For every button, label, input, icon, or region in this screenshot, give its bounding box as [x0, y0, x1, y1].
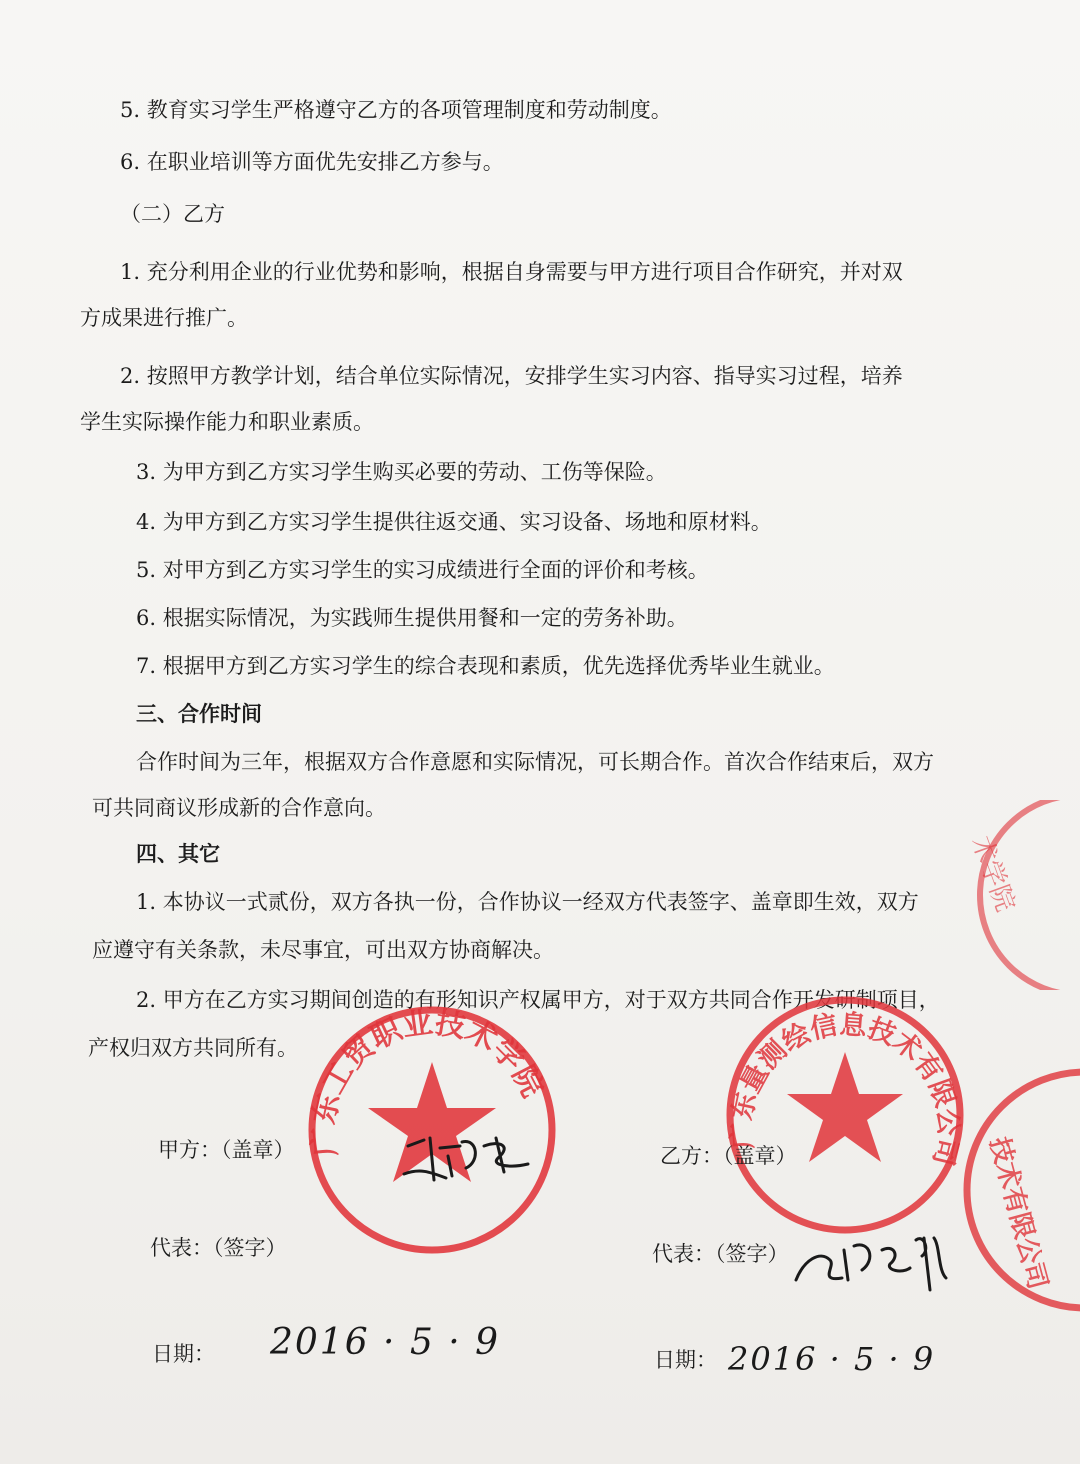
partial-seal-right	[960, 1060, 1080, 1320]
party-b-handwritten-signature	[790, 1220, 960, 1300]
party-a-date-value: 2016 · 5 · 9	[270, 1322, 501, 1363]
company-seal-text: 广东量测绘信息技术有限公司	[726, 1009, 964, 1169]
party-a-date-label: 日期：	[152, 1342, 215, 1366]
partial-seal-right-text: 技术有限公司	[983, 1134, 1053, 1293]
section-3-heading: 三、合作时间	[136, 701, 262, 726]
party-b-item-2-line1: 2. 按照甲方教学计划，结合单位实际情况，安排学生实习内容、指导实习过程，培养	[120, 364, 903, 388]
section-4-item-1-line2: 应遵守有关条款，未尽事宜，可出双方协商解决。	[92, 938, 554, 962]
party-b-item-6: 6. 根据实际情况，为实践师生提供用餐和一定的劳务补助。	[136, 606, 688, 630]
partial-seal-top-text: 术学院	[965, 832, 1021, 916]
party-b-rep-label: 代表：（签字）	[652, 1242, 789, 1266]
party-b-date-label: 日期：	[654, 1348, 717, 1372]
party-b-item-3: 3. 为甲方到乙方实习学生购买必要的劳动、工伤等保险。	[136, 460, 667, 484]
party-b-item-4: 4. 为甲方到乙方实习学生提供往返交通、实习设备、场地和原材料。	[136, 510, 772, 534]
section-4-item-2-line1: 2. 甲方在乙方实习期间创造的有形知识产权属甲方，对于双方共同合作开发研制项目，	[136, 988, 940, 1012]
party-b-item-1-line2: 方成果进行推广。	[80, 306, 248, 330]
section-4-item-2-line2: 产权归双方共同所有。	[88, 1036, 298, 1060]
party-a-item-6: 6. 在职业培训等方面优先安排乙方参与。	[120, 150, 504, 174]
party-b-stamp-label: 乙方：（盖章）	[660, 1144, 797, 1168]
school-seal-text: 广东工贸职业技术学院	[306, 1005, 550, 1159]
partial-seal-top	[930, 800, 1080, 990]
party-b-item-1-line1: 1. 充分利用企业的行业优势和影响，根据自身需要与甲方进行项目合作研究，并对双	[120, 260, 903, 284]
section-4-heading: 四、其它	[136, 841, 220, 866]
section-3-line1: 合作时间为三年，根据双方合作意愿和实际情况，可长期合作。首次合作结束后，双方	[136, 750, 934, 774]
party-a-rep-label: 代表：（签字）	[150, 1236, 287, 1260]
company-seal	[720, 990, 970, 1240]
party-a-item-5: 5. 教育实习学生严格遵守乙方的各项管理制度和劳动制度。	[120, 98, 672, 122]
party-a-stamp-label: 甲方：（盖章）	[158, 1138, 295, 1162]
party-b-heading: （二）乙方	[120, 202, 225, 226]
party-b-date-value: 2016 · 5 · 9	[728, 1340, 936, 1378]
section-4-item-1-line1: 1. 本协议一式贰份，双方各执一份，合作协议一经双方代表签字、盖章即生效，双方	[136, 890, 919, 914]
party-b-item-5: 5. 对甲方到乙方实习学生的实习成绩进行全面的评价和考核。	[136, 558, 709, 582]
section-3-line2: 可共同商议形成新的合作意向。	[92, 796, 386, 820]
party-b-item-2-line2: 学生实际操作能力和职业素质。	[80, 410, 374, 434]
party-a-handwritten-signature	[400, 1128, 550, 1188]
party-b-item-7: 7. 根据甲方到乙方实习学生的综合表现和素质，优先选择优秀毕业生就业。	[136, 654, 835, 678]
